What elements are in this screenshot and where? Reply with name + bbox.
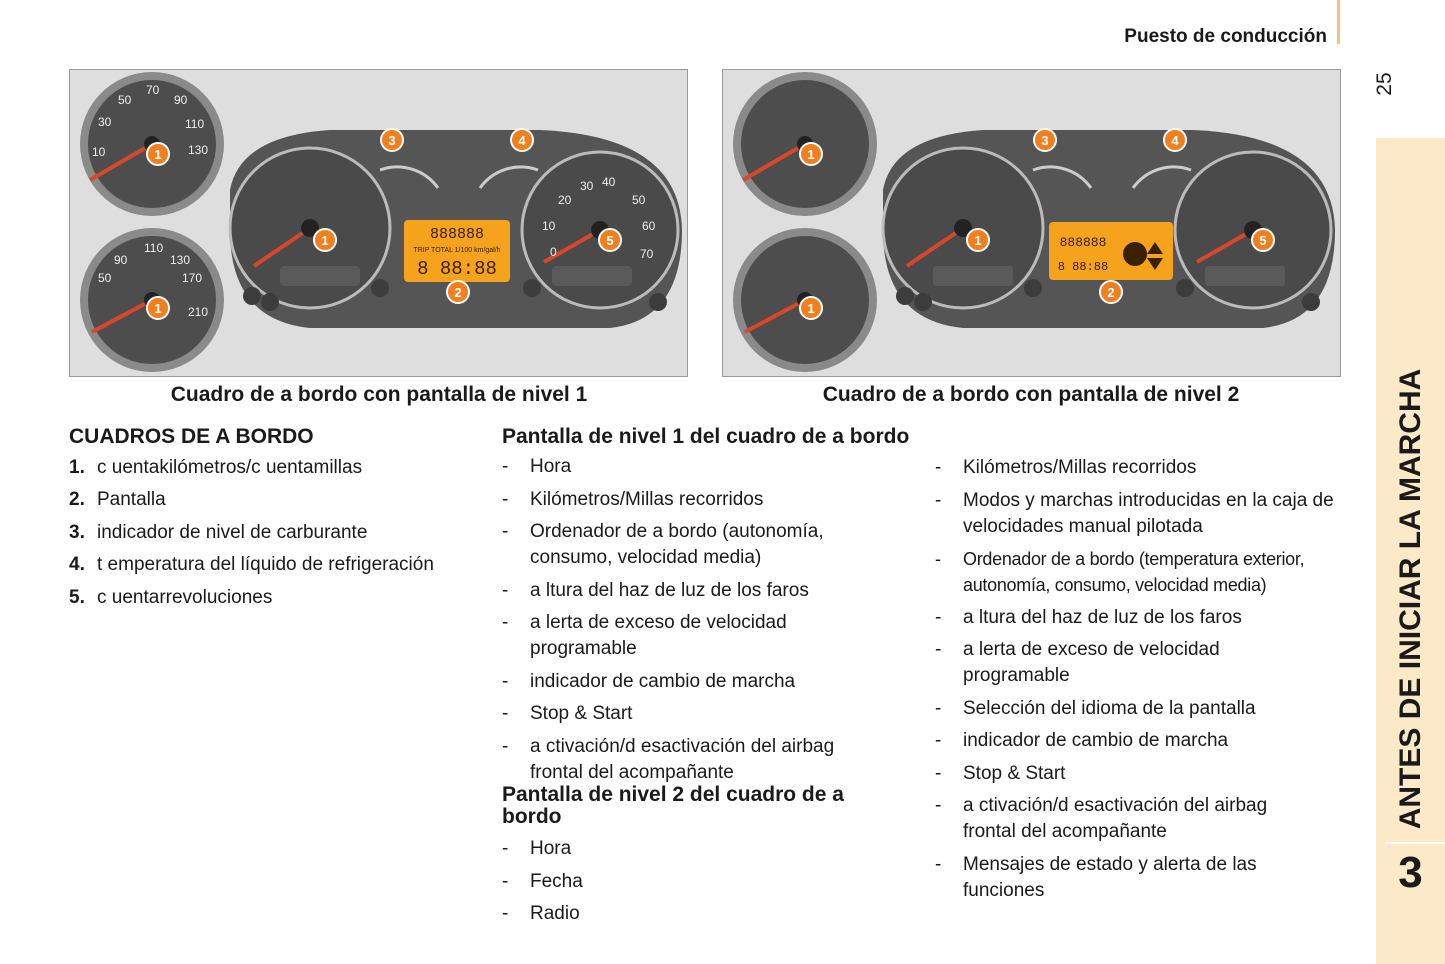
display-line-1: 888888 [429,226,485,243]
speedo-label: 50 [98,271,112,285]
warning-lamp-row [933,266,1013,286]
instrument-cluster-1 [70,70,687,376]
level1-list [502,454,912,786]
page-number [1370,66,1400,102]
list-item: - Ordenador de a bordo (autonomía, consumo, velocidad media) [502,519,850,571]
callout-4: 4 [518,133,526,148]
callout-3: 3 [388,133,396,148]
list-item: 2. Pantalla [69,489,166,511]
chapter-title-text: ANTES DE INICIAR LA MARCHA [1393,368,1427,830]
warning-lamp-row [1205,266,1285,286]
warning-light [1302,293,1320,311]
callout-1: 1 [974,233,982,248]
component-list [69,456,479,618]
warning-light [243,287,261,305]
display-line-2: 8 88:88 [417,258,497,280]
level2-title: Pantalla de nivel 2 del cuadro de a bordo [502,783,844,828]
chapter-number: 3 [1398,848,1423,897]
speedo-label: 110 [144,241,164,255]
level1-title: Pantalla de nivel 1 del cuadro de a bordo [502,425,910,448]
callout-5: 5 [606,233,614,248]
speedo-label: 130 [188,143,209,157]
left-column [69,425,479,618]
speedo-label: 170 [182,271,203,285]
dashboard-figure-2 [722,69,1341,377]
section-title: CUADROS DE A BORDO [69,425,314,448]
list-item: 4. t emperatura del líquido de refrigeración [69,554,434,576]
list-item: 1. c uentakilómetros/c uentamillas [69,457,363,478]
display-line-2: 8 88:88 [1057,260,1109,274]
gear-icon [1123,242,1147,266]
rev-label: 70 [640,247,654,261]
list-item: - Hora [502,836,912,862]
rev-label: 10 [542,219,556,233]
list-item: - a ltura del haz de luz de los faros [502,578,912,604]
rev-label: 0 [550,245,557,259]
list-item: - indicador de cambio de marcha [502,669,912,695]
callout-1: 1 [154,147,162,162]
speedo-label: 210 [188,305,209,319]
callout-5: 5 [1259,233,1267,248]
speedo-label: 50 [118,93,132,107]
list-item: - a ltura del haz de luz de los faros [935,605,1345,631]
list-item: - Hora [502,454,912,480]
warning-light [371,279,389,297]
speedo-label: 110 [185,117,205,131]
display-small-text: TRIP TOTAL 1/100 km/gal/h [413,247,501,254]
list-item: - Stop & Start [502,701,912,727]
list-item: - a ctivación/d esactivación del airbag frontal del acompañante [935,793,1303,845]
list-item: 3. indicador de nivel de carburante [69,521,368,543]
warning-lamp-row [280,266,360,286]
rev-label: 40 [602,175,616,189]
callout-1: 1 [807,147,815,162]
callout-1: 1 [807,301,815,316]
warning-light [1024,279,1042,297]
speedo-label: 90 [114,253,128,267]
list-item: - Radio [502,901,912,927]
list-item: - Stop & Start [935,761,1345,787]
speedo-label: 30 [98,115,112,129]
rev-label: 30 [580,179,594,193]
list-item: - Selección del idioma de la pantalla [935,696,1345,722]
warning-light [914,293,932,311]
warning-light [261,293,279,311]
list-item: - Modos y marchas introducidas en la caja de velocidades manual pilotada [935,488,1345,540]
middle-column [502,425,912,934]
chapter-rule [1385,842,1445,844]
right-column [935,455,1345,910]
speedo-label: 10 [92,145,106,159]
warning-light [1176,279,1194,297]
list-item: - Ordenador de a bordo (temperatura exterior, autonomía, consumo, velocidad media) [935,546,1345,598]
callout-1: 1 [321,233,329,248]
list-item: - a ctivación/d esactivación del airbag frontal del acompañante [502,734,860,786]
display-line-1: 888888 [1059,235,1107,250]
page-number-text: 25 [1373,72,1396,96]
list-item: - Fecha [502,869,912,895]
list-item: - a lerta de exceso de velocidad programable [502,610,830,662]
warning-light [523,279,541,297]
level2-features-list [935,455,1345,904]
instrument-cluster-2 [723,70,1340,376]
figure-caption-2: Cuadro de a bordo con pantalla de nivel 2 [822,383,1240,406]
warning-light [649,293,667,311]
list-item: - indicador de cambio de marcha [935,728,1345,754]
level2-list [502,836,912,927]
warning-light [896,287,914,305]
rev-label: 50 [632,193,646,207]
section-header: Puesto de conducción [1124,26,1327,47]
list-item: - Kilómetros/Millas recorridos [935,455,1345,481]
list-item: 5. c uentarrevoluciones [69,586,273,608]
callout-2: 2 [1107,285,1115,300]
callout-3: 3 [1041,133,1049,148]
warning-lamp-row [552,266,632,286]
speedo-label: 90 [174,93,188,107]
callout-1: 1 [154,301,162,316]
rev-label: 20 [558,193,572,207]
callout-2: 2 [454,285,462,300]
list-item: - a lerta de exceso de velocidad programable [935,637,1263,689]
speedo-label: 70 [146,83,160,97]
list-item: - Kilómetros/Millas recorridos [502,487,912,513]
rev-label: 60 [642,219,656,233]
callout-4: 4 [1171,133,1179,148]
header-rule [1337,0,1340,44]
chapter-title [1376,364,1445,834]
dashboard-figure-1 [69,69,688,377]
speedo-label: 130 [170,253,191,267]
list-item: - Mensajes de estado y alerta de las funciones [935,852,1303,904]
figure-caption-1: Cuadro de a bordo con pantalla de nivel 1 [170,383,588,406]
